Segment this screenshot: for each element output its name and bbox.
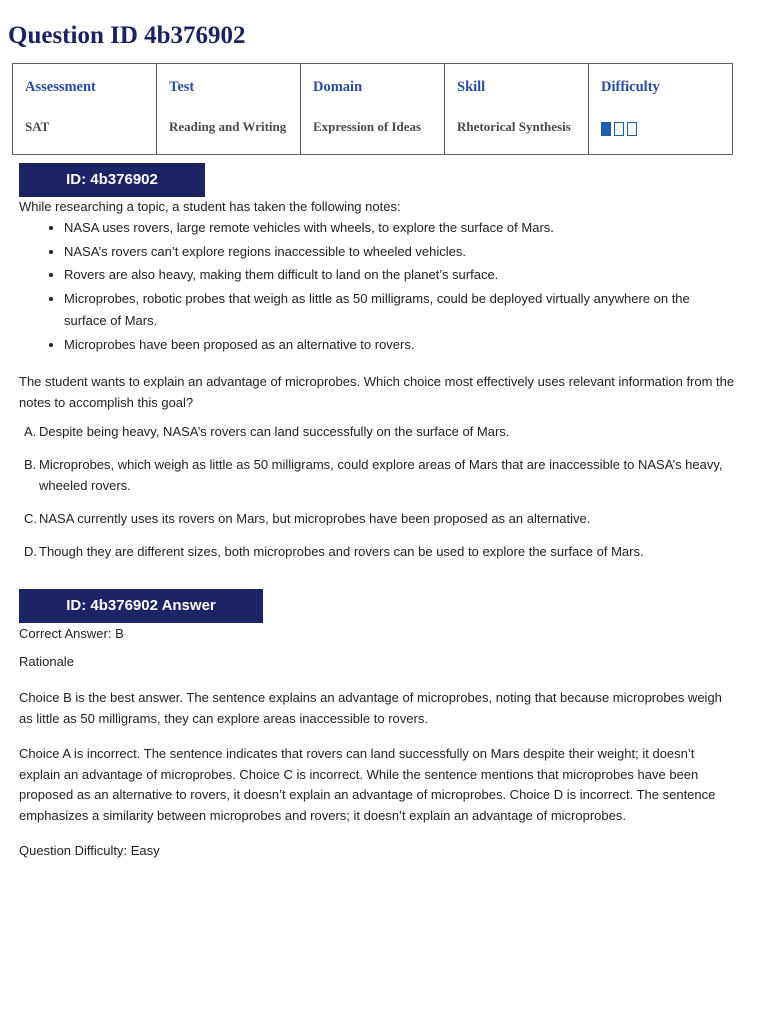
choice-text: Microprobes, which weigh as little as 50 milligrams, could explore areas of Mars that are inaccessible to NASA’s heavy, wheeled rovers.: [39, 457, 723, 493]
meta-header-assessment: Assessment: [25, 79, 96, 95]
choice-text: Though they are different sizes, both microprobes and rovers can be used to explore the surface of Mars.: [39, 544, 644, 559]
difficulty-box-2: [614, 122, 624, 136]
meta-value-domain: Expression of Ideas: [313, 119, 422, 134]
note-item: • NASA’s rovers can’t explore regions inaccessible to wheeled vehicles.: [64, 241, 719, 264]
meta-cell-assessment: [13, 64, 157, 155]
answer-choice-d: [24, 542, 736, 563]
question-prompt: The student wants to explain an advantage of microprobes. Which choice most effectively uses relevant information from the notes to accomplish this goal?: [19, 374, 735, 410]
correct-answer: Correct Answer: B: [19, 626, 124, 641]
meta-header-domain: Domain: [313, 79, 363, 95]
meta-header-skill: Skill: [457, 79, 486, 95]
meta-value-assessment: SAT: [25, 119, 50, 134]
question-intro: While researching a topic, a student has taken the following notes:: [19, 199, 401, 214]
meta-cell-skill: [445, 64, 589, 155]
question-difficulty: Question Difficulty: Easy: [19, 843, 160, 858]
meta-header-test: Test: [169, 79, 195, 95]
question-id-banner: ID: 4b376902: [19, 163, 205, 197]
choice-letter: B.: [24, 457, 37, 472]
difficulty-box-3: [627, 122, 637, 136]
rationale-paragraph-correct: Choice B is the best answer. The sentence explains an advantage of microprobes, noting that because microprobes weigh as little as 50 milligrams, they can explore areas inaccessible to rovers.: [19, 690, 722, 726]
note-item: • Rovers are also heavy, making them difficult to land on the planet’s surface.: [64, 264, 719, 287]
choice-text: Despite being heavy, NASA’s rovers can land successfully on the surface of Mars.: [39, 424, 510, 439]
choice-text: NASA currently uses its rovers on Mars, but microprobes have been proposed as an alternative.: [39, 511, 591, 526]
meta-cell-difficulty: [589, 64, 733, 155]
answer-choice-b: [24, 455, 736, 496]
rationale-paragraph-incorrect: Choice A is incorrect. The sentence indicates that rovers can land successfully on Mars despite their weight; it doesn’t explain an advantage of microprobes. Choice C is incorrect. While the sentence mentions that microprobes have been proposed as an alternative to rovers, it doesn’t explain an advantage of microprobes. Choice D is incorrect. The sentence emphasizes a similarity between microprobes and rovers; it doesn’t explain an advantage of microprobes.: [19, 746, 716, 823]
note-item: • NASA uses rovers, large remote vehicles with wheels, to explore the surface of Mars.: [64, 217, 719, 240]
choice-letter: D.: [24, 544, 37, 559]
meta-cell-test: [157, 64, 301, 155]
note-item: • Microprobes have been proposed as an alternative to rovers.: [64, 334, 719, 357]
rationale-label: Rationale: [19, 654, 74, 669]
page-title: Question ID 4b376902: [8, 22, 246, 49]
choice-letter: A.: [24, 424, 37, 439]
meta-value-test: Reading and Writing: [169, 119, 287, 134]
difficulty-box-1: [601, 122, 611, 136]
answer-choice-a: [24, 422, 736, 443]
meta-header-difficulty: Difficulty: [601, 79, 660, 95]
meta-value-skill: Rhetorical Synthesis: [457, 119, 571, 134]
difficulty-indicator: [601, 122, 732, 136]
note-item: • Microprobes, robotic probes that weigh as little as 50 milligrams, could be deployed virtually anywhere on the surface of Mars.: [64, 288, 719, 333]
student-notes-list: [19, 217, 719, 357]
answer-choice-c: [24, 509, 736, 530]
question-metadata-table: [12, 63, 733, 155]
meta-cell-domain: [301, 64, 445, 155]
answer-id-banner: ID: 4b376902 Answer: [19, 589, 263, 623]
choice-letter: C.: [24, 511, 37, 526]
